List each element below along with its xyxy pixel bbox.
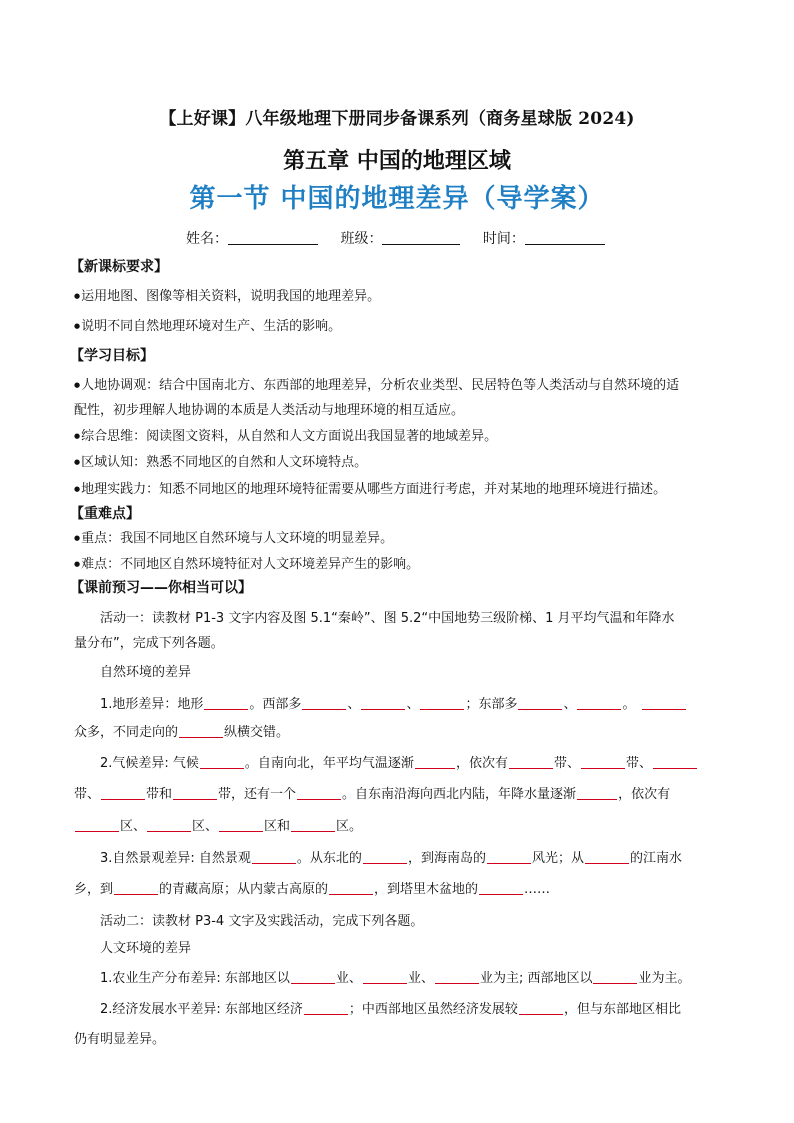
- answer-blank[interactable]: [519, 1001, 563, 1015]
- q-text: ，到海南岛的: [407, 851, 486, 866]
- objective-item: [74, 451, 367, 470]
- class-blank[interactable]: [382, 230, 460, 245]
- q-text: 的江南水: [629, 851, 682, 866]
- bullet-icon: ●: [74, 458, 81, 466]
- answer-blank[interactable]: [219, 818, 263, 832]
- objective-item: [74, 478, 666, 497]
- bullet-icon: ●: [74, 485, 81, 493]
- question-2-line2: [74, 783, 670, 802]
- q-text: 带、: [553, 756, 580, 771]
- answer-blank[interactable]: [593, 970, 637, 984]
- answer-blank[interactable]: [291, 970, 335, 984]
- question-2-line1: [100, 752, 698, 771]
- q-text: 带、: [625, 756, 652, 771]
- q-text: ；中西部地区虽然经济发展较: [348, 1002, 518, 1017]
- answer-blank[interactable]: [363, 970, 407, 984]
- answer-blank[interactable]: [147, 818, 191, 832]
- key-point-text: 难点：不同地区自然环境特征对人文环境差异产生的影响。: [81, 557, 420, 572]
- answer-blank[interactable]: [642, 696, 686, 710]
- q-text: 。: [622, 697, 636, 712]
- answer-blank[interactable]: [420, 696, 464, 710]
- q-text: 2.气候差异: 气候: [100, 756, 199, 771]
- answer-blank[interactable]: [252, 850, 296, 864]
- q-text: ；东部多: [465, 697, 518, 712]
- time-blank[interactable]: [525, 230, 605, 245]
- standards-item-text: 运用地图、图像等相关资料，说明我国的地理差异。: [81, 289, 381, 304]
- answer-blank[interactable]: [653, 755, 697, 769]
- answer-blank[interactable]: [487, 850, 531, 864]
- answer-blank[interactable]: [361, 696, 405, 710]
- q-text: 、: [406, 697, 420, 712]
- objectives-heading: 【学习目标】: [70, 348, 154, 364]
- answer-blank[interactable]: [581, 755, 625, 769]
- standards-item: [74, 285, 380, 304]
- answer-blank[interactable]: [75, 818, 119, 832]
- activity1-text-cont: 量分布”，完成下列各题。: [74, 636, 224, 651]
- preview-heading: 【课前预习——你相当可以】: [70, 580, 252, 596]
- answer-blank[interactable]: [585, 850, 629, 864]
- standards-heading: 【新课标要求】: [70, 259, 168, 275]
- q-text: 1.地形差异：地形: [100, 697, 204, 712]
- objective-item-cont: 配性，初步理解人地协调的本质是人类活动与地理环境的相互适应。: [74, 403, 465, 418]
- q-text: 。自南向北，年平均气温逐渐: [244, 756, 414, 771]
- answer-blank[interactable]: [179, 724, 223, 738]
- q-text: ……: [524, 882, 551, 897]
- question-1-line2: [74, 721, 289, 740]
- bullet-icon: ●: [74, 432, 81, 440]
- q-text: 业为主; 西部地区以: [479, 971, 593, 986]
- q-text: 区和: [264, 819, 291, 834]
- q-text: 3.自然景观差异: 自然景观: [100, 851, 251, 866]
- q-text: 纵横交错。: [224, 725, 290, 740]
- answer-blank[interactable]: [415, 755, 455, 769]
- q-text: ，依次有: [618, 787, 671, 802]
- standards-item: [74, 315, 341, 334]
- objective-item: [74, 425, 497, 444]
- answer-blank[interactable]: [200, 755, 244, 769]
- bullet-icon: ●: [74, 292, 81, 300]
- objective-text: 地理实践力：知悉不同地区的地理环境特征需要从哪些方面进行考虑，并对某地的地理环境进行描述。: [81, 482, 667, 497]
- q-text: 1.农业生产分布差异: 东部地区以: [100, 971, 290, 986]
- bullet-icon: ●: [74, 322, 81, 330]
- q-text: 业、: [407, 971, 434, 986]
- q-text: 带，还有一个: [218, 787, 297, 802]
- student-info-row: [186, 228, 623, 248]
- name-blank[interactable]: [228, 230, 318, 245]
- q-text: 区。: [336, 819, 363, 834]
- q-text: 区、: [120, 819, 147, 834]
- time-label: 时间：: [482, 231, 525, 247]
- answer-blank[interactable]: [363, 850, 407, 864]
- key-point-item: [74, 527, 393, 546]
- answer-blank[interactable]: [297, 786, 341, 800]
- key-points-heading: 【重难点】: [70, 506, 140, 522]
- objective-item: [74, 374, 679, 393]
- q-text: ，到塔里木盆地的: [374, 882, 479, 897]
- question-5-line1: [100, 998, 681, 1017]
- question-4-line: [100, 967, 690, 986]
- q-text: 。从东北的: [296, 851, 362, 866]
- key-point-item: [74, 553, 419, 572]
- q-text: ，依次有: [455, 756, 508, 771]
- answer-blank[interactable]: [479, 881, 523, 895]
- answer-blank[interactable]: [577, 786, 617, 800]
- bullet-icon: ●: [74, 560, 81, 568]
- answer-blank[interactable]: [302, 696, 346, 710]
- q-text: 带、: [74, 787, 101, 802]
- objective-text: 区域认知：熟悉不同地区的自然和人文环境特点。: [81, 455, 368, 470]
- question-2-line3: [74, 815, 362, 834]
- natural-env-heading: 自然环境的差异: [100, 665, 192, 680]
- answer-blank[interactable]: [304, 1001, 348, 1015]
- series-title: 【上好课】八年级地理下册同步备课系列（商务星球版 2024): [159, 109, 635, 129]
- q-text: 业为主。: [638, 971, 691, 986]
- objective-text: 人地协调观：结合中国南北方、东西部的地理差异，分析农业类型、民居特色等人类活动与自然环境的适: [81, 378, 680, 393]
- answer-blank[interactable]: [329, 881, 373, 895]
- question-5-line2: 仍有明显差异。: [74, 1032, 166, 1047]
- q-text: 众多，不同走向的: [74, 725, 179, 740]
- answer-blank[interactable]: [173, 786, 217, 800]
- q-text: 2.经济发展水平差异: 东部地区经济: [100, 1002, 303, 1017]
- bullet-icon: ●: [74, 381, 81, 389]
- chapter-title: 第五章 中国的地理区域: [283, 148, 511, 174]
- q-text: 带和: [146, 787, 173, 802]
- q-text: 业、: [335, 971, 362, 986]
- q-text: ，但与东部地区相比: [563, 1002, 681, 1017]
- question-3-line1: [100, 847, 682, 866]
- answer-blank[interactable]: [101, 786, 145, 800]
- question-3-line2: [74, 878, 550, 897]
- objective-text: 综合思维：阅读图文资料，从自然和人文方面说出我国显著的地域差异。: [81, 429, 498, 444]
- q-text: 区、: [192, 819, 219, 834]
- answer-blank[interactable]: [204, 696, 248, 710]
- human-env-heading: 人文环境的差异: [100, 941, 192, 956]
- section-title: 第一节 中国的地理差异（导学案）: [189, 184, 605, 214]
- q-text: 乡，到: [74, 882, 114, 897]
- answer-blank[interactable]: [577, 696, 621, 710]
- q-text: 的青藏高原；从内蒙古高原的: [159, 882, 329, 897]
- q-text: 。西部多: [249, 697, 302, 712]
- standards-item-text: 说明不同自然地理环境对生产、生活的影响。: [81, 319, 342, 334]
- q-text: 风光；从: [531, 851, 584, 866]
- q-text: 、: [347, 697, 361, 712]
- question-1-line1: [100, 693, 687, 712]
- activity2-text: 活动二：读教材 P3-4 文字及实践活动，完成下列各题。: [100, 914, 424, 929]
- q-text: 。自东南沿海向西北内陆，年降水量逐渐: [342, 787, 577, 802]
- answer-blank[interactable]: [518, 696, 562, 710]
- answer-blank[interactable]: [291, 818, 335, 832]
- class-label: 班级：: [340, 231, 383, 247]
- key-point-text: 重点：我国不同地区自然环境与人文环境的明显差异。: [81, 531, 394, 546]
- bullet-icon: ●: [74, 534, 81, 542]
- answer-blank[interactable]: [114, 881, 158, 895]
- q-text: 、: [563, 697, 577, 712]
- answer-blank[interactable]: [435, 970, 479, 984]
- answer-blank[interactable]: [509, 755, 553, 769]
- activity1-text: 活动一：读教材 P1-3 文字内容及图 5.1“秦岭”、图 5.2“中国地势三级阶梯、1 月平均气温和年降水: [100, 611, 675, 626]
- name-label: 姓名：: [186, 231, 228, 247]
